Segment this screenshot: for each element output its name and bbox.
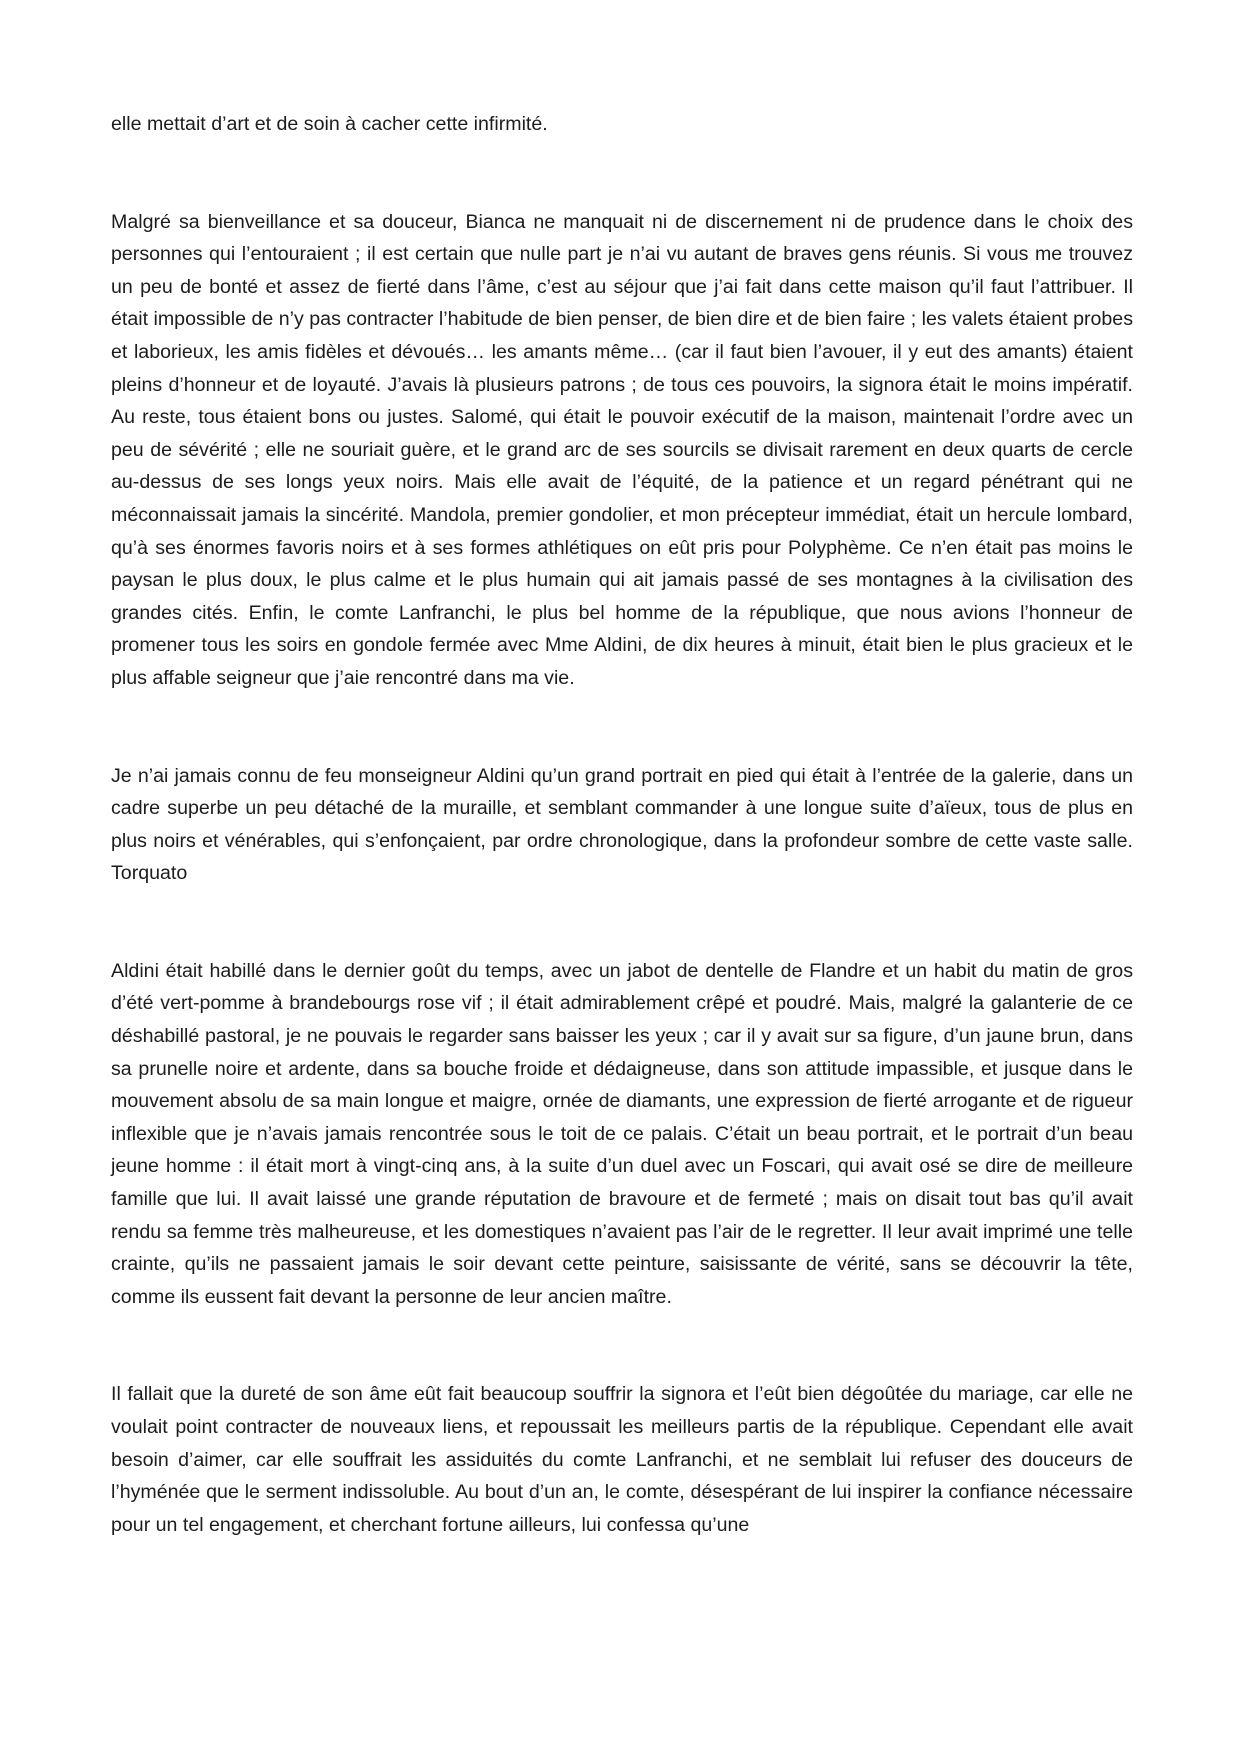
paragraph-1: elle mettait d’art et de soin à cacher cette infirmité. [111,113,548,135]
paragraph-spacer [111,890,1133,955]
paragraph-spacer [111,1313,1133,1378]
paragraph-spacer [111,141,1133,206]
paragraph-3: Je n’ai jamais connu de feu monseigneur Aldini qu’un grand portrait en pied qui était à l’entrée de la galerie, dans un cadre superbe un peu détaché de la muraille, et semblant commander à une longue suite d’aïeux, tous de plus en plus noirs et vénérables, qui s’enfonçaient, par ordre chronologique, dans la profondeur sombre de cette vaste salle. Torquato [111,764,1133,885]
paragraph-spacer [111,695,1133,760]
document-page [111,108,1133,1541]
paragraph-4: Aldini était habillé dans le dernier goût du temps, avec un jabot de dentelle de Flandre et un habit du matin de gros d’été vert-pomme à brandebourgs rose vif ; il était admirablement crêpé et poudré. Mais, malgré la galanterie de ce déshabillé pastoral, je ne pouvais le regarder sans baisser les yeux ; car il y avait sur sa figure, d’un jaune brun, dans sa prunelle noire et ardente, dans sa bouche froide et dédaigneuse, dans son attitude impassible, et jusque dans le mouvement absolu de sa main longue et maigre, ornée de diamants, une expression de fierté arrogante et de rigueur inflexible que je n’avais jamais rencontrée sous le toit de ce palais. C’était un beau portrait, et le portrait d’un beau jeune homme : il était mort à vingt-cinq ans, à la suite d’un duel avec un Foscari, qui avait osé se dire de meilleure famille que lui. Il avait laissé une grande réputation de bravoure et de fermeté ; mais on disait tout bas qu’il avait rendu sa femme très malheureuse, et les domestiques n’avaient pas l’air de le regretter. Il leur avait imprimé une telle crainte, qu’ils ne passaient jamais le soir devant cette peinture, saisissante de vérité, sans se découvrir la tête, comme ils eussent fait devant la personne de leur ancien maître. [111,959,1133,1308]
paragraph-5: Il fallait que la dureté de son âme eût fait beaucoup souffrir la signora et l’eût bien dégoûtée du mariage, car elle ne voulait point contracter de nouveaux liens, et repoussait les meilleurs partis de la république. Cependant elle avait besoin d’aimer, car elle souffrait les assiduités du comte Lanfranchi, et ne semblait lui refuser des douceurs de l’hyménée que le serment indissoluble. Au bout d’un an, le comte, désespérant de lui inspirer la confiance nécessaire pour un tel engagement, et cherchant fortune ailleurs, lui confessa qu’une [111,1383,1133,1536]
paragraph-2: Malgré sa bienveillance et sa douceur, Bianca ne manquait ni de discernement ni de prudence dans le choix des personnes qui l’entouraient ; il est certain que nulle part je n’ai vu autant de braves gens réunis. Si vous me trouvez un peu de bonté et assez de fierté dans l’âme, c’est au séjour que j’ai fait dans cette maison qu’il faut l’attribuer. Il était impossible de n’y pas contracter l’habitude de bien penser, de bien dire et de bien faire ; les valets étaient probes et laborieux, les amis fidèles et dévoués… les amants même… (car il faut bien l’avouer, il y eut des amants) étaient pleins d’honneur et de loyauté. J’avais là plusieurs patrons ; de tous ces pouvoirs, la signora était le moins impératif. Au reste, tous étaient bons ou justes. Salomé, qui était le pouvoir exécutif de la maison, maintenait l’ordre avec un peu de sévérité ; elle ne souriait guère, et le grand arc de ses sourcils se divisait rarement en deux quarts de cercle au-dessus de ses longs yeux noirs. Mais elle avait de l’équité, de la patience et un regard pénétrant qui ne méconnaissait jamais la sincérité. Mandola, premier gondolier, et mon précepteur immédiat, était un hercule lombard, qu’à ses énormes favoris noirs et à ses formes athlétiques on eût pris pour Polyphème. Ce n’en était pas moins le paysan le plus doux, le plus calme et le plus humain qui ait jamais passé de ses montagnes à la civilisation des grandes cités. Enfin, le comte Lanfranchi, le plus bel homme de la république, que nous avions l’honneur de promener tous les soirs en gondole fermée avec Mme Aldini, de dix heures à minuit, était bien le plus gracieux et le plus affable seigneur que j’aie rencontré dans ma vie. [111,210,1133,689]
